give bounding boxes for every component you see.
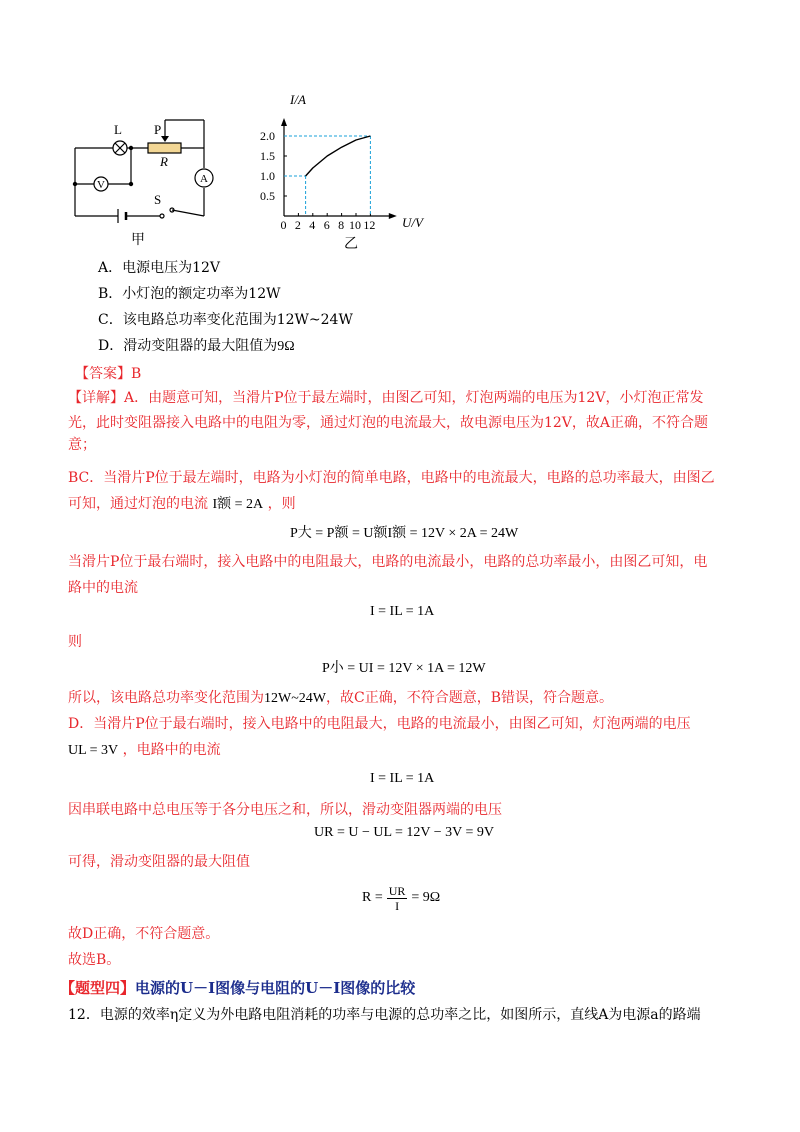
x-tick-label: 12 [363, 218, 376, 232]
math-p-max: P大 = P额 = U额I额 = 12V × 2A = 24W [290, 526, 519, 541]
detail-line-13: 故D正确，不符合题意。 [68, 926, 220, 942]
x-tick-label: 0 [280, 218, 287, 232]
math-i-rated: I额 = 2A [212, 497, 264, 512]
answer: 【答案】B [75, 366, 142, 382]
x-tick-label: 6 [323, 218, 330, 232]
math-range: 12W~24W [264, 691, 327, 706]
detail-line-4b: ，则 [267, 496, 296, 512]
detail-line-12: 可得，滑动变阻器的最大阻值 [68, 854, 250, 870]
ammeter-label: A [200, 173, 208, 185]
math-r-numerator: UR [388, 883, 406, 898]
switch-label: S [154, 192, 162, 207]
x-tick-label: 10 [349, 218, 361, 232]
y-tick-label: 1.0 [260, 169, 275, 183]
math-ul: UL = 3V [68, 743, 119, 758]
iu-graph [252, 92, 442, 252]
detail-line-14: 故选B。 [68, 952, 121, 968]
detail-line-8b: ，故C正确，不符合题意，B错误，符合题意。 [326, 690, 614, 706]
math-r-fraction [387, 884, 408, 913]
detail-line-1: 【详解】A．由题意可知，当滑片P位于最左端时，由图乙可知，灯泡两端的电压为12V，小灯泡正常发 [68, 390, 704, 406]
option-b[interactable]: B．小灯泡的额定功率为12W [98, 286, 281, 302]
section-title: 电源的U－I图像与电阻的U－I图像的比较 [135, 979, 416, 997]
detail-line-5: 当滑片P位于最右端时，接入电路中的电阻最大，电路的电流最小，电路的总功率最小，由图乙可知，电 [68, 554, 708, 570]
y-tick-label: 0.5 [260, 189, 275, 203]
math-ur: UR = U − UL = 12V − 3V = 9V [314, 825, 495, 840]
section-type: 题型四】 [75, 979, 136, 997]
detail-line-10 [68, 740, 221, 761]
detail-line-8 [68, 688, 613, 709]
detail-line-8a: 所以，该电路总功率变化范围为 [68, 690, 264, 706]
figure-yi-caption: 乙 [344, 237, 358, 252]
section-header [60, 977, 415, 999]
detail-line-4 [68, 494, 296, 515]
detail-line-3: BC．当滑片P位于最左端时，电路为小灯泡的简单电路，电路中的电流最大，电路的总功率最大，由图乙 [68, 470, 715, 486]
math-r-denominator: I [395, 898, 400, 913]
option-c[interactable]: C．该电路总功率变化范围为12W~24W [98, 312, 353, 328]
math-i-1: I = IL = 1A [370, 604, 435, 619]
math-r-rhs: = 9Ω [411, 890, 441, 905]
y-tick-label: 2.0 [260, 129, 275, 143]
y-axis-arrow [281, 118, 287, 126]
slider-label: P [154, 122, 162, 137]
math-p-min: P小 = UI = 12V × 1A = 12W [322, 661, 486, 676]
x-axis-arrow [389, 213, 397, 219]
math-i-2: I = IL = 1A [370, 771, 435, 786]
voltmeter-label: V [97, 179, 105, 191]
question-12: 12．电源的效率η定义为外电路电阻消耗的功率与电源的总功率之比，如图所示，直线A为电源a的路端 [68, 1007, 701, 1023]
option-d-value: 9Ω [277, 339, 295, 354]
option-d[interactable] [98, 336, 295, 357]
math-r-lhs: R = [362, 890, 383, 905]
x-tick-label: 2 [294, 218, 301, 232]
option-d-text: D．滑动变阻器的最大阻值为 [98, 338, 278, 354]
lamp-label: L [114, 122, 122, 137]
figure-jia-caption: 甲 [131, 233, 145, 247]
detail-line-11: 因串联电路中总电压等于各分电压之和，所以，滑动变阻器两端的电压 [68, 802, 502, 818]
x-tick-label: 4 [309, 218, 316, 232]
detail-line-4a: 可知，通过灯泡的电流 [68, 496, 208, 512]
math-r-formula [362, 880, 440, 916]
section-bracket: 【 [60, 979, 76, 997]
detail-line-7: 则 [68, 634, 82, 650]
detail-line-9: D．当滑片P位于最右端时，接入电路中的电阻最大，电路的电流最小，由图乙可知，灯泡两端的电压 [68, 716, 691, 732]
x-tick-label: 8 [338, 218, 345, 232]
detail-line-2: 光，此时变阻器接入电路中的电阻为零，通过灯泡的电流最大，故电源电压为12V，故A正确，不符合题意； [68, 415, 709, 453]
detail-line-6: 路中的电流 [68, 580, 138, 596]
y-tick-label: 1.5 [260, 149, 275, 163]
y-axis-label: I/A [290, 92, 306, 107]
rheostat-label: R [160, 154, 168, 169]
circuit-diagram [68, 112, 228, 247]
x-axis-label: U/V [402, 215, 423, 230]
iu-curve [306, 136, 371, 176]
option-a[interactable]: A．电源电压为12V [98, 260, 221, 276]
detail-line-10b: ，电路中的电流 [122, 742, 221, 758]
